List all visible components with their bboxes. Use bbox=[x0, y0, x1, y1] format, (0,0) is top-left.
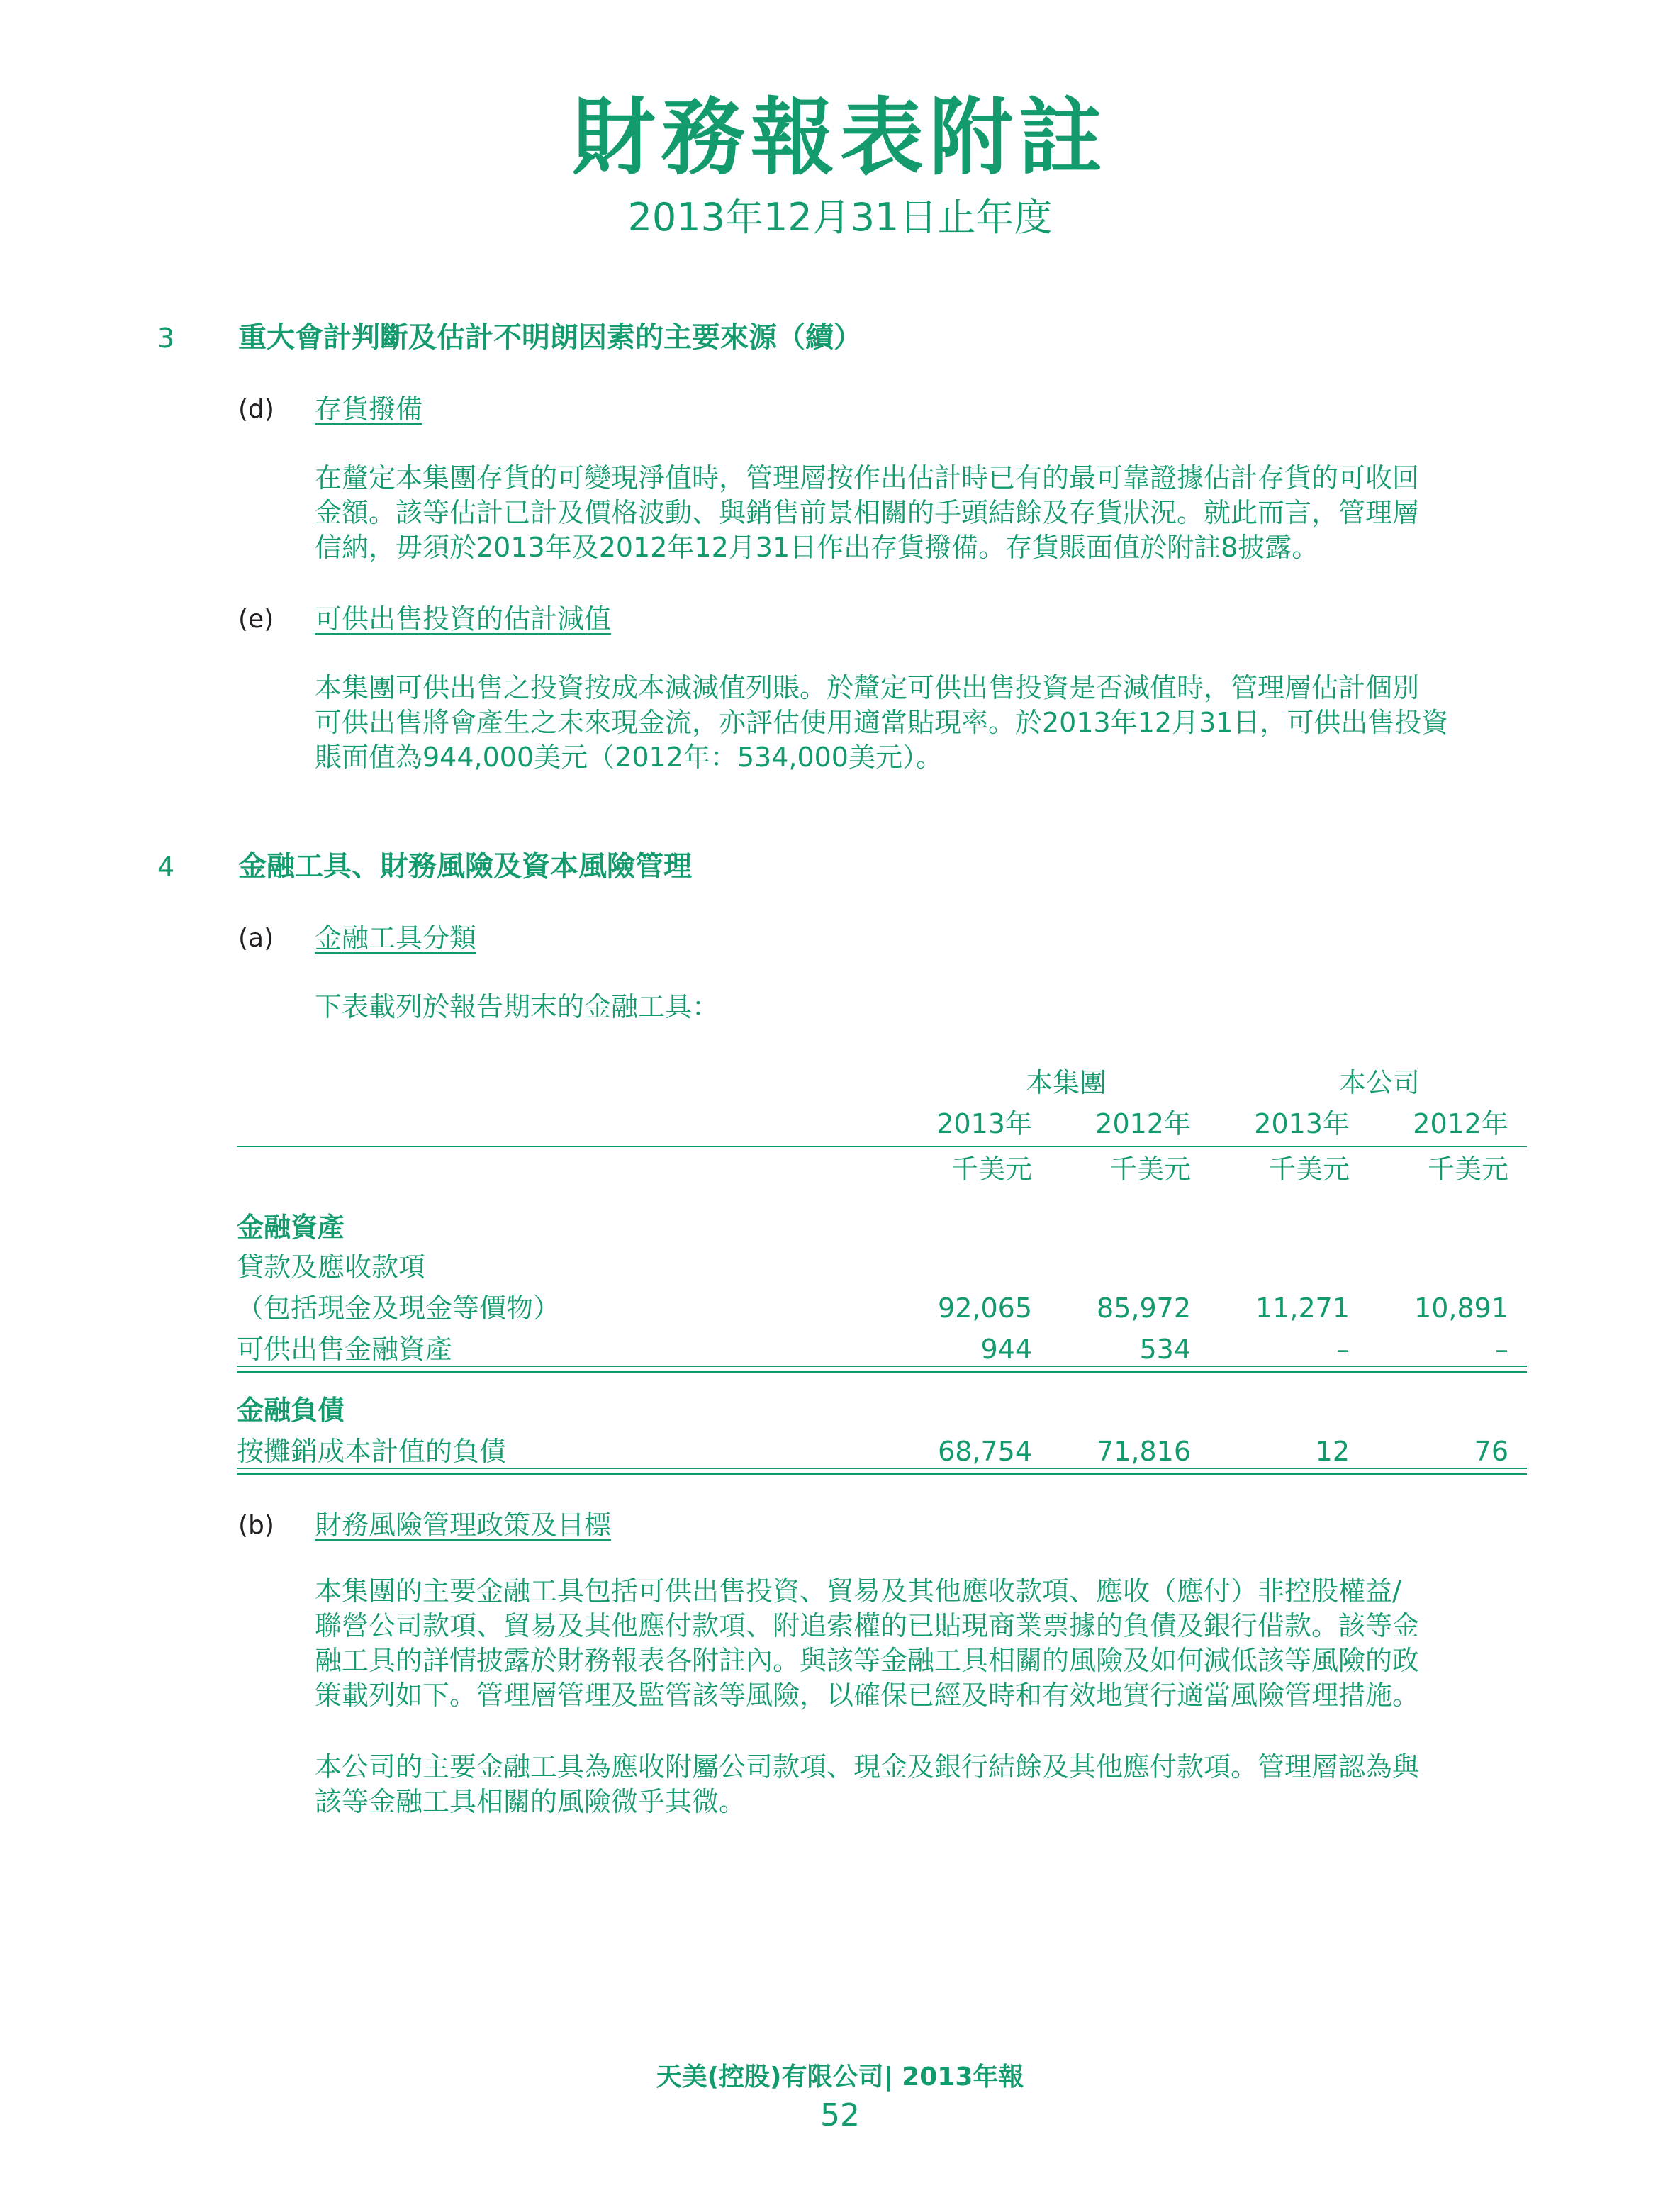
footer-company: 天美(控股)有限公司| 2013年報 bbox=[656, 2063, 1024, 2092]
table-year-header: 2013年 bbox=[936, 1108, 1032, 1139]
table-row-label: 可供出售金融資產 bbox=[237, 1334, 453, 1365]
table-cell: – bbox=[1495, 1334, 1508, 1365]
paragraph-line: 該等金融工具相關的風險微乎其微。 bbox=[315, 1786, 746, 1817]
section-3e-paragraph bbox=[315, 671, 1527, 775]
section-3d-paragraph bbox=[315, 461, 1527, 565]
paragraph-line: 可供出售將會產生之未來現金流，亦評估使用適當貼現率。於2013年12月31日，可供出售投資 bbox=[315, 707, 1449, 738]
table-cell: 71,816 bbox=[1097, 1436, 1191, 1467]
table-assets-total-rule bbox=[237, 1371, 1527, 1373]
table-header-rule bbox=[237, 1146, 1527, 1147]
table-liabilities-total-rule bbox=[237, 1468, 1527, 1469]
table-assets-heading: 金融資產 bbox=[237, 1212, 345, 1243]
table-assets-total-rule bbox=[237, 1366, 1527, 1367]
table-liabilities-heading: 金融負債 bbox=[237, 1395, 345, 1426]
table-cell: 534 bbox=[1139, 1334, 1191, 1365]
section-4-number: 4 bbox=[157, 852, 175, 883]
table-year-header: 2012年 bbox=[1413, 1108, 1508, 1139]
page-title: 財務報表附註 bbox=[571, 89, 1108, 186]
table-cell: 944 bbox=[980, 1334, 1032, 1365]
paragraph-line: 聯營公司款項、貿易及其他應付款項、附追索權的已貼現商業票據的負債及銀行借款。該等金 bbox=[315, 1610, 1420, 1641]
table-cell: 76 bbox=[1474, 1436, 1508, 1467]
table-cell: 85,972 bbox=[1097, 1293, 1191, 1324]
table-cell: – bbox=[1336, 1334, 1350, 1365]
paragraph-line: 信納，毋須於2013年及2012年12月31日作出存貨撥備。存貨賬面值於附註8披露。 bbox=[315, 532, 1319, 563]
page-number: 52 bbox=[820, 2097, 860, 2133]
table-cell: 12 bbox=[1315, 1436, 1350, 1467]
page-subtitle: 2013年12月31日止年度 bbox=[627, 195, 1053, 240]
table-liabilities-total-rule bbox=[237, 1473, 1527, 1475]
table-cell: 10,891 bbox=[1414, 1293, 1508, 1324]
table-unit-header: 千美元 bbox=[951, 1154, 1032, 1185]
paragraph-line: 本集團的主要金融工具包括可供出售投資、貿易及其他應收款項、應收（應付）非控股權益/ bbox=[315, 1575, 1401, 1607]
section-3-number: 3 bbox=[157, 323, 175, 354]
paragraph-line: 在釐定本集團存貨的可變現淨值時，管理層按作出估計時已有的最可靠證據估計存貨的可收回 bbox=[315, 462, 1420, 493]
section-4a-label: (a) bbox=[238, 924, 274, 953]
table-unit-header: 千美元 bbox=[1109, 1154, 1191, 1185]
section-4b-title: 財務風險管理政策及目標 bbox=[315, 1509, 612, 1541]
table-cell: 11,271 bbox=[1255, 1293, 1350, 1324]
section-4b-label: (b) bbox=[238, 1511, 274, 1540]
table-row-label: 按攤銷成本計值的負債 bbox=[237, 1436, 507, 1467]
section-4a-title: 金融工具分類 bbox=[315, 922, 477, 954]
section-4b-paragraph-2 bbox=[315, 1750, 1527, 1819]
section-3d-label: (d) bbox=[238, 395, 274, 424]
section-4b-paragraph-1 bbox=[315, 1574, 1527, 1713]
section-3e-label: (e) bbox=[238, 605, 274, 634]
table-group-header-group: 本集團 bbox=[1025, 1067, 1107, 1098]
section-3e-title: 可供出售投資的估計減值 bbox=[315, 603, 612, 635]
table-unit-header: 千美元 bbox=[1427, 1154, 1508, 1185]
table-group-header-company: 本公司 bbox=[1338, 1067, 1420, 1098]
paragraph-line: 賬面值為944,000美元（2012年：534,000美元）。 bbox=[315, 742, 943, 773]
section-3-title: 重大會計判斷及估計不明朗因素的主要來源（續） bbox=[238, 321, 862, 354]
paragraph-line: 本公司的主要金融工具為應收附屬公司款項、現金及銀行結餘及其他應付款項。管理層認為與 bbox=[315, 1751, 1420, 1782]
table-row-label: （包括現金及現金等價物） bbox=[237, 1293, 561, 1324]
table-row-label: 貸款及應收款項 bbox=[237, 1251, 426, 1283]
paragraph-line: 策載列如下。管理層管理及監管該等風險，以確保已經及時和有效地實行適當風險管理措施。 bbox=[315, 1680, 1420, 1711]
section-4-title: 金融工具、財務風險及資本風險管理 bbox=[238, 850, 692, 883]
paragraph-line: 本集團可供出售之投資按成本減減值列賬。於釐定可供出售投資是否減值時，管理層估計個別 bbox=[315, 672, 1420, 703]
paragraph-line: 融工具的詳情披露於財務報表各附註內。與該等金融工具相關的風險及如何減低該等風險的政 bbox=[315, 1645, 1420, 1676]
paragraph-line: 金額。該等估計已計及價格波動、與銷售前景相關的手頭結餘及存貨狀況。就此而言，管理層 bbox=[315, 497, 1420, 528]
table-cell: 68,754 bbox=[938, 1436, 1032, 1467]
table-unit-header: 千美元 bbox=[1268, 1154, 1350, 1185]
section-4a-intro: 下表載列於報告期末的金融工具： bbox=[315, 991, 719, 1022]
table-year-header: 2013年 bbox=[1254, 1108, 1350, 1139]
table-cell: 92,065 bbox=[938, 1293, 1032, 1324]
section-3d-title: 存貨撥備 bbox=[315, 393, 423, 425]
table-year-header: 2012年 bbox=[1095, 1108, 1191, 1139]
